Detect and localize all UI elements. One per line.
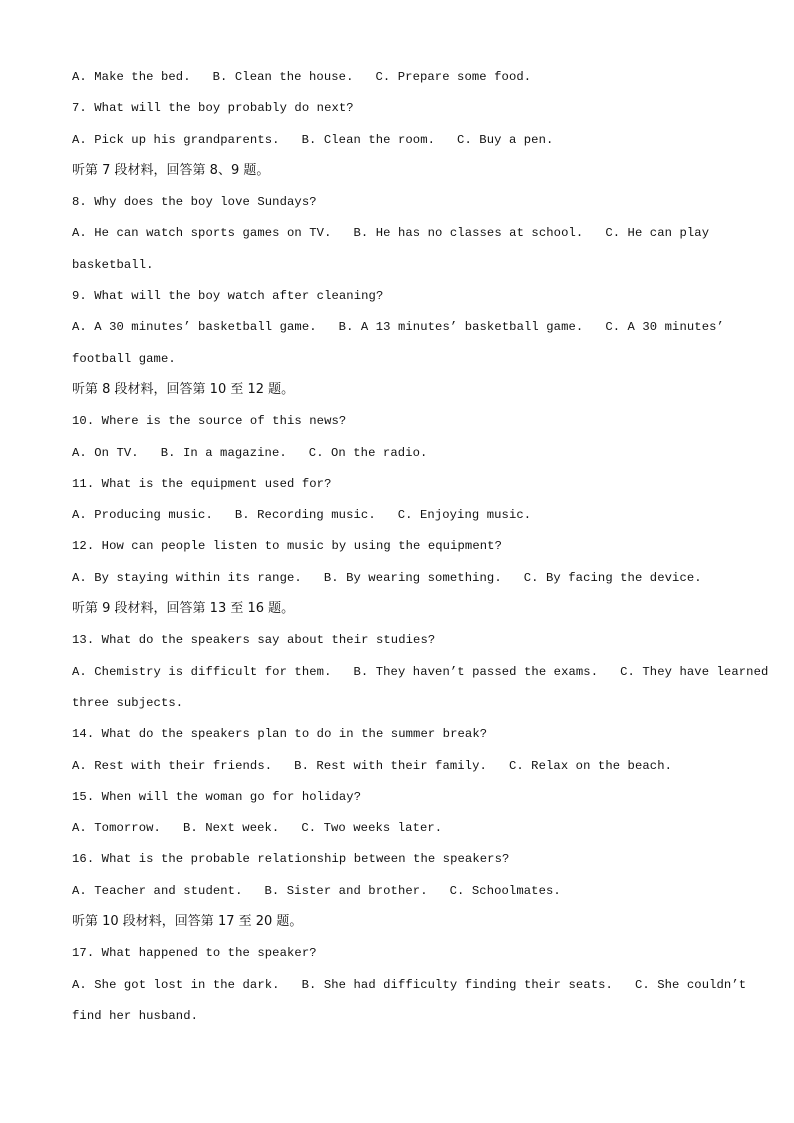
answer-option: A. Rest with their friends.	[72, 758, 273, 773]
answer-option: A. Make the bed.	[72, 70, 191, 84]
question-line	[72, 535, 732, 566]
question-line	[72, 848, 732, 879]
section-instruction-text: 听第 8 段材料，回答第 10 至 12 题。	[72, 381, 295, 397]
answer-option: B. Recording music.	[234, 508, 376, 523]
answer-options-line	[72, 316, 732, 347]
answer-options-line	[72, 567, 732, 598]
question-text: 13. What do the speakers say about their studies?	[72, 633, 436, 648]
question-line	[72, 97, 732, 128]
answer-option: B. Next week.	[182, 821, 280, 836]
answer-option: A. Pick up his grandparents.	[72, 132, 280, 147]
question-text: 12. How can people listen to music by using the equipment?	[72, 539, 502, 554]
answer-options-line	[72, 222, 732, 253]
answer-option: C. Enjoying music.	[397, 508, 532, 523]
answer-option: A. On TV.	[72, 445, 139, 460]
question-text: 14. What do the speakers plan to do in the summer break?	[72, 727, 488, 742]
section-instruction-text: 听第 7 段材料，回答第 8、9 题。	[72, 162, 270, 178]
answer-option: C. She couldn’t	[634, 977, 747, 992]
continuation-line	[72, 692, 732, 723]
continuation-line	[72, 1005, 732, 1036]
question-line	[72, 942, 732, 973]
answer-option: B. Clean the house.	[212, 70, 354, 84]
answer-options-line	[72, 880, 732, 911]
continuation-line	[72, 254, 732, 285]
answer-option: B. In a magazine.	[160, 445, 287, 460]
answer-option: C. A 30 minutes’	[605, 320, 724, 335]
answer-option: C. On the radio.	[308, 445, 428, 460]
question-text: 7. What will the boy probably do next?	[72, 101, 354, 116]
answer-option: B. Clean the room.	[301, 132, 436, 147]
section-instruction	[72, 911, 732, 942]
question-line	[72, 473, 732, 504]
question-line	[72, 191, 732, 222]
answer-option: A. Teacher and student.	[72, 883, 243, 898]
continuation-text: football game.	[72, 351, 176, 366]
answer-option: A. By staying within its range.	[72, 570, 302, 585]
question-text: 9. What will the boy watch after cleaning?	[72, 289, 384, 304]
answer-option: C. Relax on the beach.	[508, 758, 673, 773]
question-text: 17. What happened to the speaker?	[72, 946, 317, 961]
section-instruction-text: 听第 9 段材料，回答第 13 至 16 题。	[72, 601, 295, 617]
answer-option: B. A 13 minutes’ basketball game.	[338, 320, 584, 335]
answer-option: A. She got lost in the dark.	[72, 977, 280, 992]
question-line	[72, 786, 732, 817]
section-instruction	[72, 160, 732, 191]
section-instruction-text: 听第 10 段材料，回答第 17 至 20 题。	[72, 914, 303, 930]
answer-option: A. Chemistry is difficult for them.	[72, 664, 332, 679]
answer-options-line	[72, 974, 747, 1005]
answer-option: A. A 30 minutes’ basketball game.	[72, 320, 317, 335]
question-line	[72, 629, 732, 660]
answer-option: C. By facing the device.	[523, 570, 702, 585]
answer-option: C. Two weeks later.	[301, 821, 443, 836]
answer-option: C. Prepare some food.	[375, 70, 532, 84]
answer-option: A. Tomorrow.	[72, 821, 161, 836]
section-instruction	[72, 598, 732, 629]
answer-options-line	[72, 755, 732, 786]
question-text: 16. What is the probable relationship between the speakers?	[72, 852, 510, 867]
continuation-line	[72, 348, 732, 379]
answer-option: C. Schoolmates.	[449, 883, 561, 898]
answer-option: B. Sister and brother.	[264, 883, 428, 898]
answer-option: B. By wearing something.	[323, 570, 502, 585]
answer-options-line	[72, 66, 732, 97]
answer-option: C. He can play	[605, 226, 710, 241]
answer-options-line	[72, 661, 769, 692]
question-text: 15. When will the woman go for holiday?	[72, 789, 362, 804]
answer-options-line	[72, 817, 732, 848]
question-text: 8. Why does the boy love Sundays?	[72, 195, 317, 210]
answer-option: C. They have learned	[620, 664, 769, 679]
answer-option: B. She had difficulty finding their seats.	[301, 977, 613, 992]
answer-option: B. Rest with their family.	[294, 758, 487, 773]
section-instruction	[72, 379, 732, 410]
answer-option: C. Buy a pen.	[457, 132, 554, 147]
question-text: 10. Where is the source of this news?	[72, 414, 347, 429]
continuation-text: basketball.	[72, 257, 154, 272]
question-line	[72, 723, 732, 754]
answer-option: B. He has no classes at school.	[353, 226, 584, 241]
question-line	[72, 285, 732, 316]
answer-options-line	[72, 129, 732, 160]
document-page	[72, 66, 769, 1036]
continuation-text: three subjects.	[72, 695, 184, 710]
answer-options-line	[72, 442, 732, 473]
question-text: 11. What is the equipment used for?	[72, 476, 332, 491]
answer-options-line	[72, 504, 732, 535]
continuation-text: find her husband.	[72, 1008, 199, 1023]
answer-option: B. They haven’t passed the exams.	[353, 664, 599, 679]
answer-option: A. He can watch sports games on TV.	[72, 226, 332, 241]
answer-option: A. Producing music.	[72, 508, 213, 523]
question-line	[72, 410, 732, 441]
